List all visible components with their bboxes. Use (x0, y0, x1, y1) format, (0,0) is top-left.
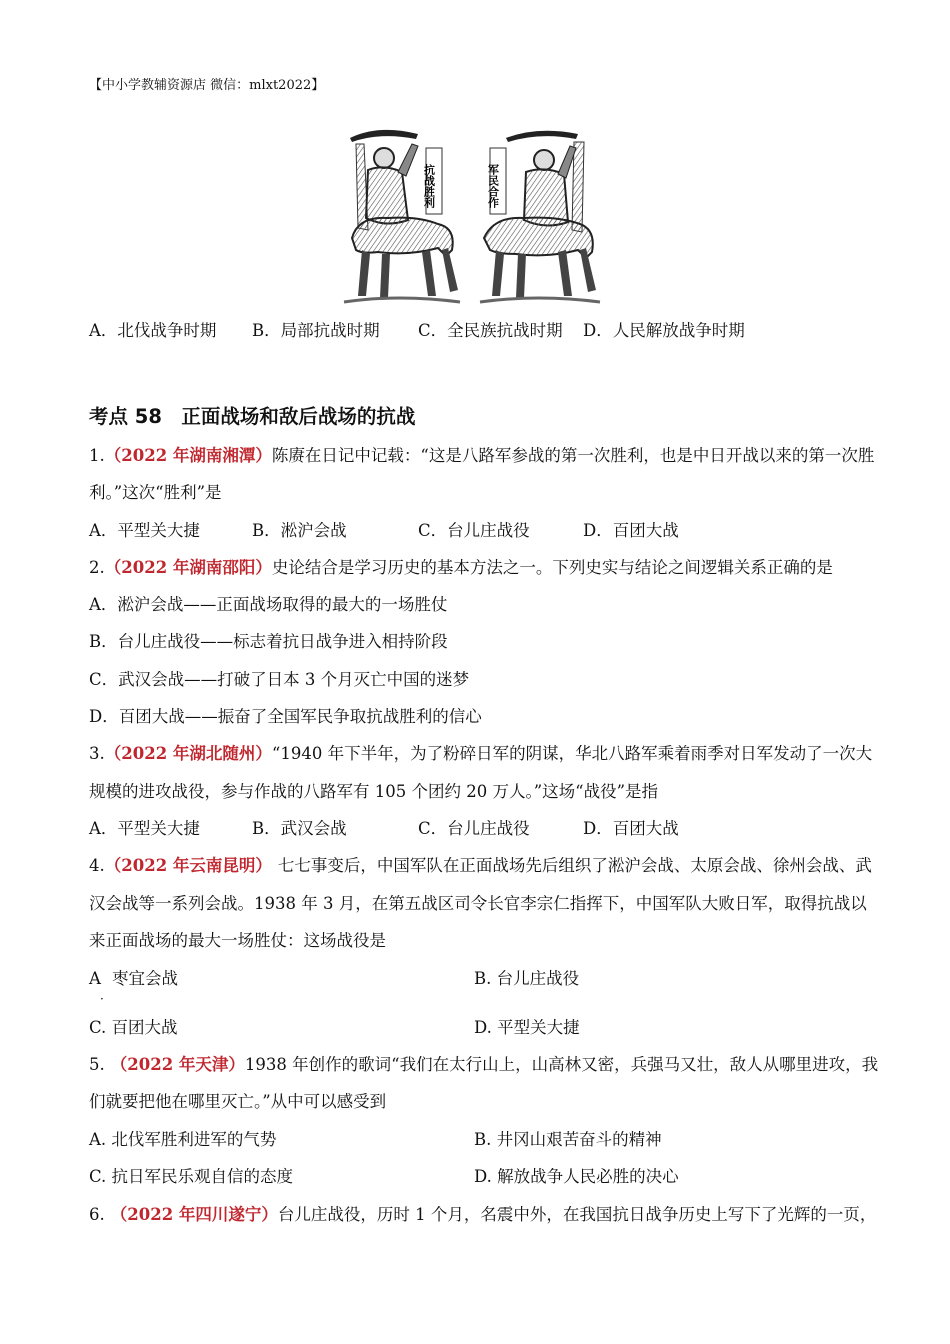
q1-option-a: A．平型关大捷 (89, 521, 200, 540)
question-1-source: （2022 年湖南湘潭） (104, 446, 272, 465)
right-banner-text: 军民合作 (486, 164, 500, 208)
q0-option-b: B．局部抗战时期 (252, 321, 380, 340)
q5-option-b: B. 井冈山艰苦奋斗的精神 (474, 1130, 662, 1149)
right-warrior-figure (480, 131, 600, 302)
q1-option-d: D．百团大战 (583, 521, 679, 540)
question-1-text: 陈赓在日记中记载：“这是八路军参战的第一次胜利，也是中日开战以来的第一次胜 (271, 446, 875, 465)
q2-option-b: B．台儿庄战役——标志着抗日战争进入相持阶段 (89, 632, 448, 651)
q4-option-a-dot: · (100, 992, 104, 1006)
left-banner-text: 抗战胜利 (422, 164, 436, 208)
section-title: 考点 58 正面战场和敌后战场的抗战 (89, 405, 416, 428)
question-5-line1 (89, 1055, 878, 1075)
question-1-number: 1. (89, 446, 105, 465)
q4-option-c: C. 百团大战 (89, 1018, 178, 1037)
question-1-line1 (89, 446, 874, 466)
question-5-number: 5. (89, 1055, 105, 1074)
question-5-source: （2022 年天津） (110, 1055, 245, 1074)
question-2-text: 史论结合是学习历史的基本方法之一。下列史实与结论之间逻辑关系正确的是 (271, 558, 833, 577)
q4-option-d: D. 平型关大捷 (474, 1018, 580, 1037)
q2-option-c: C．武汉会战——打破了日本 3 个月灭亡中国的迷梦 (89, 670, 470, 689)
q4-option-b: B. 台儿庄战役 (474, 969, 580, 988)
question-6-line1 (89, 1205, 876, 1225)
question-2-line1 (89, 558, 833, 578)
q5-option-c: C. 抗日军民乐观自信的态度 (89, 1167, 294, 1186)
question-4-number: 4. (89, 856, 105, 875)
question-6-text: 台儿庄战役，历时 1 个月，名震中外，在我国抗日战争历史上写下了光辉的一页， (277, 1205, 877, 1224)
question-3-source: （2022 年湖北随州） (104, 744, 272, 763)
question-4-line3: 来正面战场的最大一场胜仗：这场战役是 (89, 931, 386, 950)
question-3-text: “1940 年下半年，为了粉碎日军的阴谋，华北八路军乘着雨季对日军发动了一次大 (271, 744, 873, 763)
question-3-number: 3. (89, 744, 105, 763)
q1-option-b: B．淞沪会战 (252, 521, 347, 540)
question-5-text: 1938 年创作的歌词“我们在太行山上，山高林又密，兵强马又壮，敌人从哪里进攻，我 (244, 1055, 879, 1074)
q2-option-a: A．淞沪会战——正面战场取得的最大的一场胜仗 (89, 595, 448, 614)
q5-option-d: D. 解放战争人民必胜的决心 (474, 1167, 679, 1186)
q5-option-a: A. 北伐军胜利进军的气势 (89, 1130, 277, 1149)
question-1-line2: 利。”这次“胜利”是 (89, 483, 222, 502)
q3-option-d: D．百团大战 (583, 819, 679, 838)
question-5-line2: 们就要把他在哪里灭亡。”从中可以感受到 (89, 1092, 387, 1111)
q4-option-a-letter: A (89, 969, 101, 988)
q3-option-a: A．平型关大捷 (89, 819, 200, 838)
q1-option-c: C．台儿庄战役 (418, 521, 530, 540)
question-2-number: 2. (89, 558, 105, 577)
q4-option-a-text: 枣宜会战 (112, 969, 178, 988)
q0-option-d: D．人民解放战争时期 (583, 321, 745, 340)
q3-option-b: B．武汉会战 (252, 819, 347, 838)
question-3-line1 (89, 744, 872, 764)
question-2-source: （2022 年湖南邵阳） (104, 558, 272, 577)
q2-option-d: D．百团大战——振奋了全国军民争取抗战胜利的信心 (89, 707, 482, 726)
question-6-number: 6. (89, 1205, 105, 1224)
left-warrior-figure (344, 130, 460, 302)
question-3-line2: 规模的进攻战役，参与作战的八路军有 105 个团约 20 万人。”这场“战役”是指 (89, 782, 659, 801)
question-4-line2: 汉会战等一系列会战。1938 年 3 月，在第五战区司令长官李宗仁指挥下，中国军队大败日军，取得抗战以 (89, 894, 867, 913)
q3-option-c: C．台儿庄战役 (418, 819, 530, 838)
woodcut-illustration (338, 120, 603, 310)
question-4-source: （2022 年云南昆明） (104, 856, 272, 875)
q0-option-c: C．全民族抗战时期 (418, 321, 563, 340)
q0-option-a: A．北伐战争时期 (89, 321, 217, 340)
header-note: 【中小学教辅资源店 微信：mlxt2022】 (89, 78, 325, 93)
question-6-source: （2022 年四川遂宁） (110, 1205, 278, 1224)
question-4-line1 (89, 856, 872, 876)
question-4-text: 七七事变后，中国军队在正面战场先后组织了淞沪会战、太原会战、徐州会战、武 (277, 856, 872, 875)
